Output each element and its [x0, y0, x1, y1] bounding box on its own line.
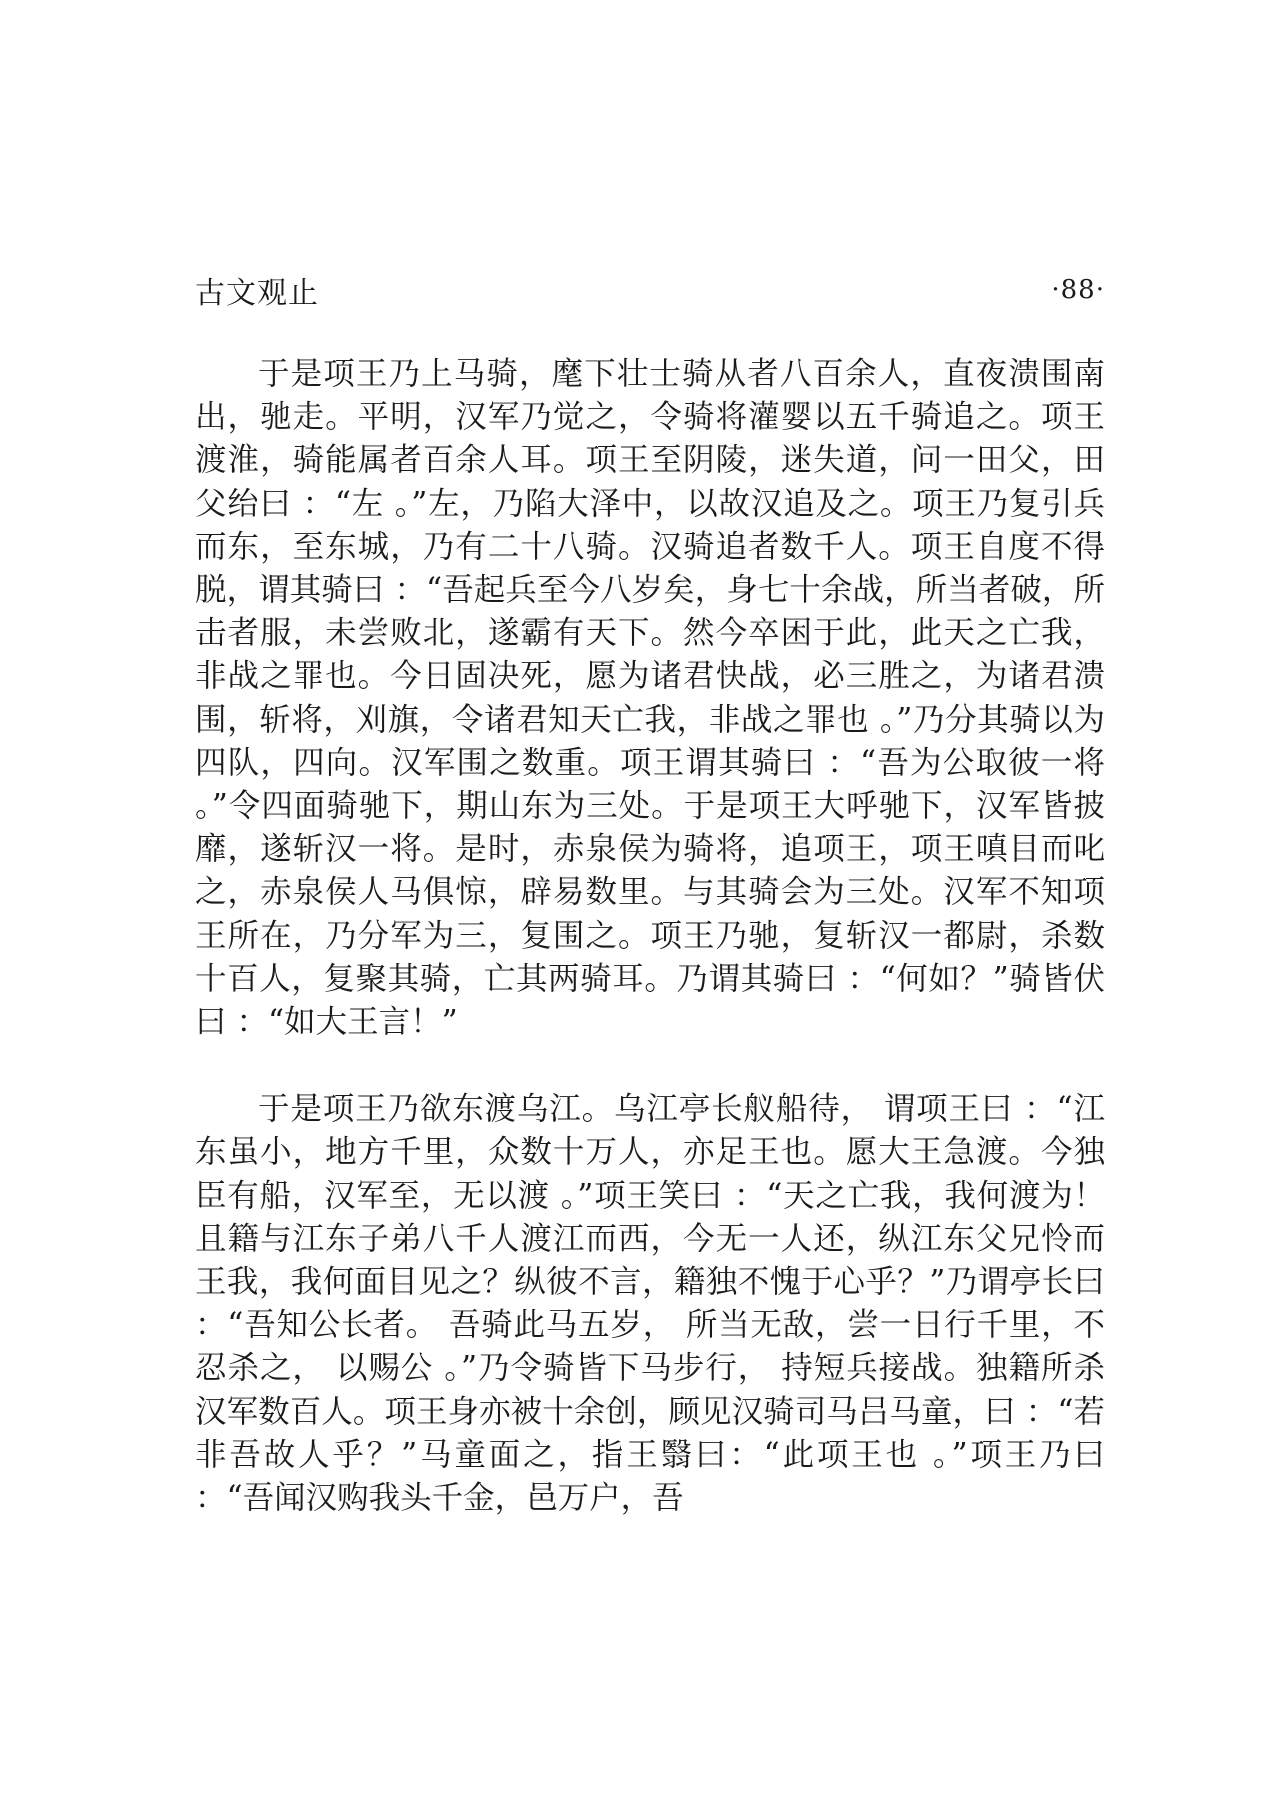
body-text — [195, 353, 1116, 1520]
page-number: ·88· — [1051, 275, 1105, 305]
paragraph-1: 于是项王乃上马骑，麾下壮士骑从者八百余人，直夜溃围南出，驰走。平明，汉军乃觉之，令骑将灌婴以五千骑追之。项王渡淮，骑能属者百余人耳。项王至阴陵，迷失道，问一田父，田父绐曰 ：“左 。”左，乃陷大泽中，以故汉追及之。项王乃复引兵而东，至东城，乃有二十八骑。汉骑追者数千人。项王自度不得脱，谓其骑曰 ：“吾起兵至今八岁矣，身七十余战，所当者破，所击者服，未尝败北，遂霸有天下。然今卒困于此，此天之亡我，非战之罪也。今日固决死，愿为诸君快战，必三胜之，为诸君溃围，斩将，刈旗，令诸君知天亡我，非战之罪也 。”乃分其骑以为四队，四向。汉军围之数重。项王谓其骑曰 ：“吾为公取彼一将 。”令四面骑驰下，期山东为三处。于是项王大呼驰下，汉军皆披靡，遂斩汉一将。是时，赤泉侯为骑将，追项王，项王嗔目而叱之，赤泉侯人马俱惊，辟易数里。与其骑会为三处。汉军不知项王所在，乃分军为三，复围之。项王乃驰，复斩汉一都尉，杀数十百人，复聚其骑，亡其两骑耳。乃谓其骑曰 ：“何如？”骑皆伏曰 ：“如大王言！” — [195, 356, 1116, 1041]
book-title: 古文观止 — [195, 276, 319, 311]
paragraph-2: 于是项王乃欲东渡乌江。乌江亭长舣船待， 谓项王曰 ：“江东虽小，地方千里，众数十万人，亦足王也。愿大王急渡。今独臣有船，汉军至，无以渡 。”项王笑曰 ：“天之亡我，我何渡为！且籍与江东子弟八千人渡江而西，今无一人还，纵江东父兄怜而王我，我何面目见之？纵彼不言，籍独不愧于心乎？”乃谓亭长曰 ：“吾知公长者。 吾骑此马五岁， 所当无敌，尝一日行千里，不忍杀之， 以赐公 。”乃令骑皆下马步行， 持短兵接战。独籍所杀汉军数百人。项王身亦被十余创，顾见汉骑司马吕马童，曰 ：“若非吾故人乎？”马童面之，指王翳曰：“此项王也 。”项王乃曰 ：“吾闻汉购我头千金，邑万户，吾 — [195, 1091, 1116, 1517]
page-header — [195, 268, 1105, 312]
book-page — [195, 0, 1116, 1795]
